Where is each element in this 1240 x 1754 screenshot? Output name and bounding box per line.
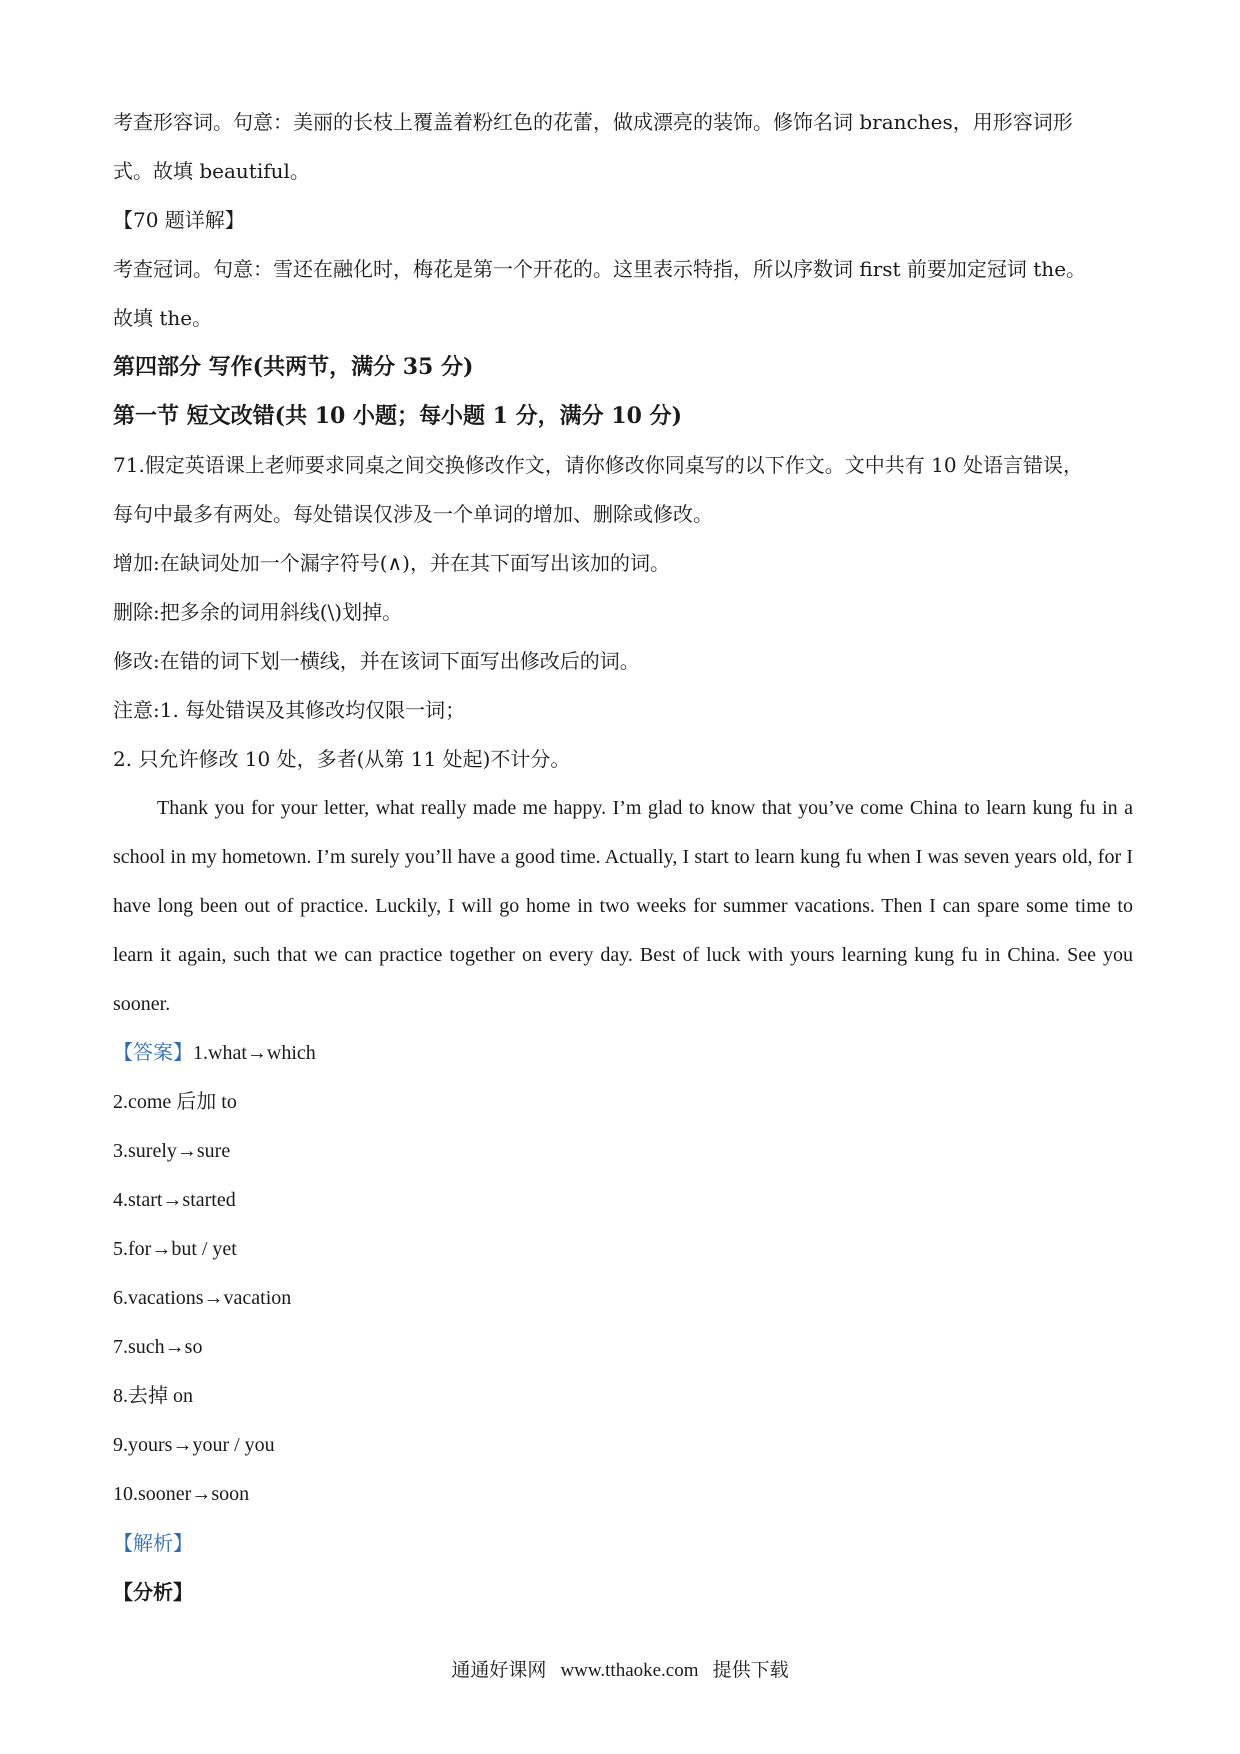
analysis-tag: 【解析】 xyxy=(113,1531,193,1555)
answer-item: 9.yours→your / you xyxy=(113,1434,275,1456)
answer-item: 1.what→which xyxy=(193,1042,316,1064)
answer-item: 7.such→so xyxy=(113,1336,203,1358)
error-correction-passage: Thank you for your letter, what really made me happy. I’m glad to know that you’ve come China to learn kung fu in a school in my hometown. I’m surely you’ll have a good time. Actually, I start to learn kung fu when I was seven years old, for I have long been out of practice. Luckily, I will go home in two weeks for summer vacations. Then I can spare some time to learn it again, such that we can practice together on every day. Best of luck with yours learning kung fu in China. See you sooner. xyxy=(113,797,1133,1015)
footer-site-name: 通通好课网 xyxy=(451,1659,547,1681)
footer-download-text: 提供下载 xyxy=(712,1659,789,1681)
answer-item: 6.vacations→vacation xyxy=(113,1287,292,1309)
answer-item: 8.去掉 on xyxy=(113,1385,193,1407)
explanation-70-line1: 考查冠词。句意：雪还在融化时，梅花是第一个开花的。这里表示特指，所以序数词 first 前要加定冠词 the。 xyxy=(113,257,1087,281)
document-page xyxy=(113,98,1133,1617)
page-footer xyxy=(0,1655,1240,1682)
explanation-70-line2: 故填 the。 xyxy=(113,306,213,330)
rule-delete: 删除:把多余的词用斜线(\)划掉。 xyxy=(113,600,403,624)
answer-item: 3.surely→sure xyxy=(113,1140,231,1162)
section1-heading: 第一节 短文改错(共 10 小题；每小题 1 分，满分 10 分) xyxy=(113,403,682,429)
explanation-69-line1: 考查形容词。句意：美丽的长枝上覆盖着粉红色的花蕾，做成漂亮的装饰。修饰名词 branches，用形容词形 xyxy=(113,110,1073,134)
q71-instruction-line2: 每句中最多有两处。每处错误仅涉及一个单词的增加、删除或修改。 xyxy=(113,502,713,526)
answer-item: 2.come 后加 to xyxy=(113,1091,237,1113)
answer-tag: 【答案】 xyxy=(113,1042,193,1064)
fenxi-tag: 【分析】 xyxy=(113,1580,193,1604)
answer-item: 10.sooner→soon xyxy=(113,1483,250,1505)
answer-item: 5.for→but / yet xyxy=(113,1238,237,1260)
part4-heading: 第四部分 写作(共两节，满分 35 分) xyxy=(113,354,474,380)
answer-item: 4.start→started xyxy=(113,1189,236,1211)
rule-modify: 修改:在错的词下划一横线，并在该词下面写出修改后的词。 xyxy=(113,649,640,673)
explanation-69-line2: 式。故填 beautiful。 xyxy=(113,159,310,183)
answer-row-1 xyxy=(113,1029,1133,1078)
note-2: 2. 只允许修改 10 处，多者(从第 11 处起)不计分。 xyxy=(113,747,571,771)
q71-instruction-line1: 71.假定英语课上老师要求同桌之间交换修改作文，请你修改你同桌写的以下作文。文中共有 10 处语言错误， xyxy=(113,453,1083,477)
note-1: 注意:1. 每处错误及其修改均仅限一词； xyxy=(113,698,466,722)
q70-title: 【70 题详解】 xyxy=(113,208,245,232)
footer-url[interactable]: www.tthaoke.com xyxy=(560,1660,699,1681)
rule-add: 增加:在缺词处加一个漏字符号(∧)，并在其下面写出该加的词。 xyxy=(113,551,670,575)
